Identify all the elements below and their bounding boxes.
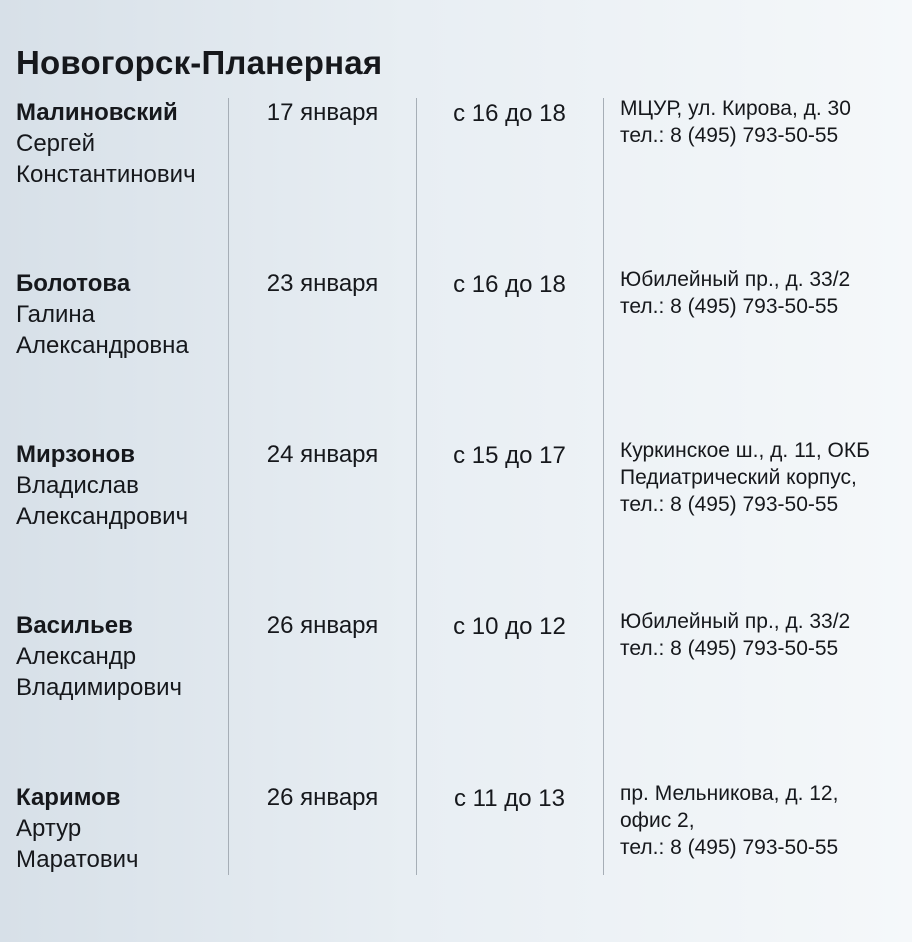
reception-time: с 16 до 18 [453, 100, 566, 127]
reception-time: с 10 до 12 [453, 613, 566, 640]
reception-time: с 16 до 18 [453, 271, 566, 298]
reception-date: 17 января [266, 99, 379, 126]
address-line: тел.: 8 (495) 793-50-55 [620, 295, 839, 318]
patronymic: Александровна [16, 332, 189, 359]
address-line: Куркинское ш., д. 11, ОКБ [620, 439, 870, 462]
address-line: Педиатрический корпус, [620, 466, 857, 489]
surname: Болотова [16, 270, 131, 297]
patronymic: Маратович [16, 846, 139, 873]
surname: Васильев [16, 612, 133, 639]
first-name: Сергей [16, 130, 96, 157]
address [620, 608, 910, 662]
table-row [0, 782, 912, 942]
first-name: Галина [16, 301, 96, 328]
address [620, 437, 910, 518]
address-line: тел.: 8 (495) 793-50-55 [620, 836, 839, 859]
address [620, 780, 910, 861]
address-line: МЦУР, ул. Кирова, д. 30 [620, 97, 851, 120]
table-row [0, 439, 912, 599]
address-line: тел.: 8 (495) 793-50-55 [620, 637, 839, 660]
address-line: офис 2, [620, 809, 695, 832]
reception-date: 26 января [266, 612, 379, 639]
address-line: тел.: 8 (495) 793-50-55 [620, 124, 839, 147]
reception-date: 24 января [266, 441, 379, 468]
address-line: Юбилейный пр., д. 33/2 [620, 610, 851, 633]
address-line: Юбилейный пр., д. 33/2 [620, 268, 851, 291]
reception-date: 26 января [266, 784, 379, 811]
patronymic: Александрович [16, 503, 189, 530]
person-name [16, 268, 189, 361]
person-name [16, 610, 182, 703]
surname: Малиновский [16, 99, 178, 126]
address-line: пр. Мельникова, д. 12, [620, 782, 839, 805]
first-name: Артур [16, 815, 82, 842]
first-name: Владислав [16, 472, 139, 499]
first-name: Александр [16, 643, 137, 670]
table-row [0, 610, 912, 770]
table-row [0, 268, 912, 428]
person-name [16, 439, 188, 532]
reception-time: с 15 до 17 [453, 442, 566, 469]
reception-date: 23 января [266, 270, 379, 297]
surname: Мирзонов [16, 441, 135, 468]
address-line: тел.: 8 (495) 793-50-55 [620, 493, 839, 516]
reception-time: с 11 до 13 [454, 785, 565, 812]
patronymic: Константинович [16, 161, 196, 188]
address [620, 266, 910, 320]
address [620, 95, 910, 149]
surname: Каримов [16, 784, 121, 811]
patronymic: Владимирович [16, 674, 183, 701]
table-row [0, 97, 912, 257]
person-name [16, 782, 139, 875]
page-title: Новогорск-Планерная [16, 44, 383, 81]
person-name [16, 97, 196, 190]
